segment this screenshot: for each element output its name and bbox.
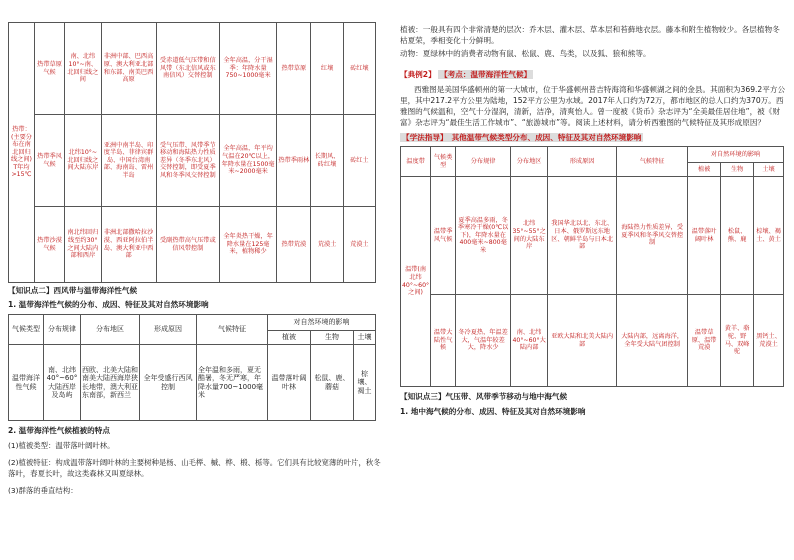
table-cell: 我国华北以北、东北、日本、俄罗斯远东地区、朝鲜半岛与日本北部 xyxy=(548,177,617,295)
table-cell: 黑钙土、荒漠土 xyxy=(754,295,784,387)
table-cell: 热带草原气候 xyxy=(34,23,64,115)
table-cell: 全年受盛行西风控制 xyxy=(140,345,197,421)
tropical-climate-table xyxy=(8,22,376,283)
column-header: 土壤 xyxy=(754,163,784,177)
column-header: 土壤 xyxy=(354,331,376,345)
table-cell: 黄羊、骆驼、野马、双峰驼 xyxy=(721,295,754,387)
study-text: 其他温带气候类型分布、成因、特征及其对自然环境影响 xyxy=(451,133,642,142)
paragraph: (1)植被类型：温带落叶阔叶林。 xyxy=(8,441,115,450)
table-cell: 砖红壤 xyxy=(343,23,375,115)
table-cell: 亚欧大陆和北美大陆内部 xyxy=(548,295,617,387)
table-cell: 温带落叶阔叶林 xyxy=(688,177,721,295)
table-cell: 大陆内部，远离海洋，全年受大陆气团控制 xyxy=(617,295,688,387)
table-cell: 全年高温，年平均气温在20℃以上，年降水量在1500毫米~2000毫米 xyxy=(220,115,277,207)
table-cell: 热带荒漠 xyxy=(277,207,311,283)
column-header: 分布地区 xyxy=(511,147,548,177)
table-row xyxy=(9,207,376,283)
zone-label: 温带(南北纬40°~60°之间) xyxy=(401,177,431,387)
table-cell: 北纬10°~北回归线之间大陆东岸 xyxy=(65,115,101,207)
maritime-climate-table xyxy=(8,314,376,421)
table-cell: 海陆热力性质差异，受夏季风和冬季风交替控制 xyxy=(617,177,688,295)
table-cell: 全年炎热干燥，年降水量在125毫米，植物稀少 xyxy=(220,207,277,283)
left-column xyxy=(8,0,382,496)
table-cell: 热带草原 xyxy=(277,23,311,115)
example-text: 西雅图是美国华盛顿州的第一大城市，位于华盛顿州普吉特海湾和华盛顿湖之间的金县。其面积为369.2平方公里，其中217.2平方公里为陆地，152平方公里为水域。2017年人口约为72万，都市地区的总人口约为370万。西雅图的气候温和，空气十分湿润，清新，洁净，清爽怡人。曾一度被《货币》杂志评为“全美最佳居住地”，被《财富》杂志评为“最佳生活工作城市”、“旅游城市”等。阅读上述材料，请分析西雅图的气候特征及其形成原因？ xyxy=(400,85,786,127)
table-cell: 温带大陆性气候 xyxy=(431,295,456,387)
column-header: 气候类型 xyxy=(431,147,456,177)
column-header: 植被 xyxy=(688,163,721,177)
column-header: 植被 xyxy=(268,331,311,345)
table-cell: 西欧、北美大陆和南美大陆西海岸狭长地带，澳大利亚东南部，新西兰 xyxy=(81,345,140,421)
table-cell: 荒漠土 xyxy=(311,207,343,283)
table-cell: 南、北纬40°~60°大陆内部 xyxy=(511,295,548,387)
column-header: 温度带 xyxy=(401,147,431,177)
table-cell: 长期风、砖红壤 xyxy=(311,115,343,207)
table-cell: 荒漠土 xyxy=(343,207,375,283)
table-cell: 温带海洋性气候 xyxy=(9,345,44,421)
table-row xyxy=(9,23,376,115)
table-header-row xyxy=(9,315,376,331)
paragraph: (3)群落的垂直结构： xyxy=(8,486,78,495)
table-cell: 全年高温，分干湿季：年降水量750~1000毫米 xyxy=(220,23,277,115)
column-header: 气候特征 xyxy=(197,315,268,345)
column-header: 生物 xyxy=(311,331,354,345)
column-header: 气候特征 xyxy=(617,147,688,177)
example-topic: 【考点：温带海洋性气候】 xyxy=(440,70,532,79)
table-cell: 北纬35°~55°之间的大陆东岸 xyxy=(511,177,548,295)
table-cell: 受气压带、风带季节移动和海陆热力性质差异（冬季东北风）交替控制，即受夏季风和冬季风交替控制 xyxy=(156,115,219,207)
table-cell: 棕壤、褐土 xyxy=(354,345,376,421)
table-cell: 受赤道低气压带和信风带（东北信风或东南信风）交替控制 xyxy=(156,23,219,115)
table-cell: 棕壤、褐土、黄土 xyxy=(754,177,784,295)
table-row xyxy=(9,115,376,207)
table-cell: 南、北纬10°~南、北回归线之间 xyxy=(65,23,101,115)
table-cell: 红壤 xyxy=(311,23,343,115)
section-heading: 【知识点三】气压带、风带季节移动与地中海气候 xyxy=(400,392,568,401)
table-cell: 松鼠、鹿、蘑菇 xyxy=(311,345,354,421)
paragraph: 动物：夏绿林中的消费者动物有鼠、松鼠、鹿、鸟类，以及狐、狼和熊等。 xyxy=(400,49,651,58)
study-tag: 【学法指导】 xyxy=(402,133,448,142)
section-heading: 【知识点二】西风带与温带海洋性气候 xyxy=(8,286,138,295)
column-header: 对自然环境的影响 xyxy=(688,147,784,163)
paragraph: (2)植被特征：构成温带落叶阔叶林的主要树种是杨、山毛榉、槭、桦、椴、栎等。它们具有比较宽薄的叶片，秋冬落叶，春夏长叶，故这类森林又叫夏绿林。 xyxy=(8,458,381,478)
table-header-row xyxy=(401,147,784,163)
table-cell: 温带落叶阔叶林 xyxy=(268,345,311,421)
table-cell: 冬冷夏热，年温差大，气温年较差大，降水少 xyxy=(456,295,511,387)
table-cell: 热带季风气候 xyxy=(34,115,64,207)
item-heading: 1. 地中海气候的分布、成因、特征及其对自然环境影响 xyxy=(400,407,586,416)
column-header: 生物 xyxy=(721,163,754,177)
paragraph: 植被：一般具有四个非常清楚的层次：乔木层、灌木层、草本层和苔藓地衣层。藤本和附生植物较少。各层植物冬枯夏荣，季相变化十分鲜明。 xyxy=(400,25,780,45)
table-cell: 热带季雨林 xyxy=(277,115,311,207)
column-header: 分布地区 xyxy=(81,315,140,345)
column-header: 气候类型 xyxy=(9,315,44,345)
right-column xyxy=(400,24,786,417)
table-row xyxy=(401,177,784,295)
table-cell: 非洲北部撒哈拉沙漠、西亚阿拉伯半岛、澳大利亚中西部 xyxy=(101,207,156,283)
column-header: 对自然环境的影响 xyxy=(268,315,376,331)
table-cell: 亚洲中南半岛、印度半岛、菲律宾群岛、中国台湾南部、海南岛、雷州半岛 xyxy=(101,115,156,207)
table-cell: 夏季高温多雨，冬季寒冷干燥(0℃以下)，年降水量在400毫米~800毫米 xyxy=(456,177,511,295)
table-cell: 南、北纬40°~60°大陆西岸及岛屿 xyxy=(44,345,81,421)
table-cell: 温带草原、温带荒漠 xyxy=(688,295,721,387)
table-cell: 温带季风气候 xyxy=(431,177,456,295)
item-heading: 1. 温带海洋性气候的分布、成因、特征及其对自然环境影响 xyxy=(8,300,209,309)
table-cell: 全年温和多雨，夏无酷暑，冬无严寒，年降水量700~1000毫米 xyxy=(197,345,268,421)
table-cell: 非洲中部、巴西高原、澳大利亚北部和东部、南美巴西高原 xyxy=(101,23,156,115)
table-row xyxy=(401,295,784,387)
example-label: 【典例2】 xyxy=(400,70,436,79)
table-cell: 松鼠、熊、鹿 xyxy=(721,177,754,295)
item-heading: 2. 温带海洋性气候植被的特点 xyxy=(8,426,110,435)
table-cell: 受副热带高气压带或信风带控制 xyxy=(156,207,219,283)
column-header: 分布规律 xyxy=(456,147,511,177)
temperate-climate-table xyxy=(400,146,784,387)
column-header: 形成原因 xyxy=(140,315,197,345)
column-header: 分布规律 xyxy=(44,315,81,345)
column-header: 形成原因 xyxy=(548,147,617,177)
table-cell: 热带沙漠气候 xyxy=(34,207,64,283)
table-row xyxy=(9,345,376,421)
table-cell: 南北纬回归线至约30°之间大陆内部和西岸 xyxy=(65,207,101,283)
zone-label: 热带：(主要分布在南北回归线之间) T年均>15℃ xyxy=(9,23,35,283)
table-cell: 砖红土 xyxy=(343,115,375,207)
